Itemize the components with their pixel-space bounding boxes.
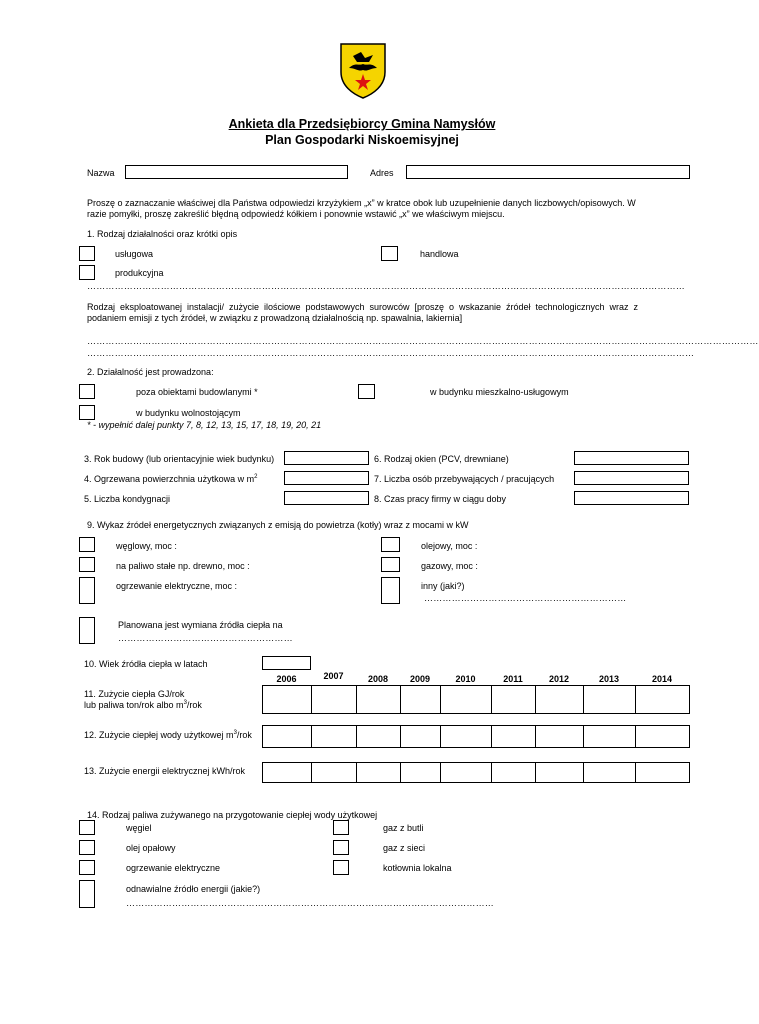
q12-cell-2014[interactable]: [636, 726, 690, 748]
q1-description-line[interactable]: ……………………………………………………………………………………………………………………………………………………………………………: [87, 281, 685, 291]
q14-bottle-gas-checkbox[interactable]: [333, 820, 349, 835]
q1-handlowa-checkbox[interactable]: [381, 246, 398, 261]
name-field[interactable]: [125, 165, 348, 179]
installation-text: Rodzaj eksploatowanej instalacji/ zużycie ilościowe podstawowych surowców [proszę o wskazanie źródeł technologicznych wraz z podaniem emisji z tych źródeł, w związku z prowadzoną działalnością np. spawalnia, lakiernia]: [87, 302, 638, 323]
q13-cell-2008[interactable]: [357, 763, 401, 783]
q14-fuel-oil-checkbox[interactable]: [79, 840, 95, 855]
q1-produkcyjna-label: produkcyjna: [115, 268, 164, 278]
q7-field[interactable]: [574, 471, 689, 485]
form-title: Ankieta dla Przedsiębiorcy Gmina Namysłów: [228, 117, 496, 131]
q9-solid-checkbox[interactable]: [79, 557, 95, 572]
year-2007: 2007: [323, 671, 344, 681]
q11-cell-2012[interactable]: [536, 686, 584, 714]
q13-grid: [262, 762, 690, 783]
q6-label: 6. Rodzaj okien (PCV, drewniane): [374, 454, 509, 464]
q11-cell-2008[interactable]: [357, 686, 401, 714]
q9-electric-checkbox[interactable]: [79, 577, 95, 604]
q10-field[interactable]: [262, 656, 311, 670]
q9-planned-line[interactable]: …………………………………………………: [118, 633, 293, 643]
q13-cell-2014[interactable]: [636, 763, 690, 783]
q9-planned-checkbox[interactable]: [79, 617, 95, 644]
q11-label-line1: 11. Zużycie ciepła GJ/rok: [84, 689, 185, 699]
q11-cell-2010[interactable]: [441, 686, 492, 714]
form-subtitle: Plan Gospodarki Niskoemisyjnej: [265, 133, 459, 147]
year-2008: 2008: [367, 674, 389, 684]
q2-label: 2. Działalność jest prowadzona:: [87, 367, 214, 377]
q9-other-label: inny (jaki?): [421, 581, 465, 591]
q14-grid-gas-label: gaz z sieci: [383, 843, 426, 853]
q1-produkcyjna-checkbox[interactable]: [79, 265, 95, 280]
q12-cell-2012[interactable]: [536, 726, 584, 748]
q9-gas-label: gazowy, moc :: [421, 561, 478, 571]
year-2013: 2013: [598, 674, 620, 684]
address-label: Adres: [370, 168, 394, 178]
q9-oil-label: olejowy, moc :: [421, 541, 478, 551]
q14-fuel-oil-label: olej opałowy: [126, 843, 176, 853]
q11-cell-2009[interactable]: [401, 686, 441, 714]
q14-renewable-line[interactable]: …………………………………………………………………………………………………………: [126, 898, 494, 908]
q13-label: 13. Zużycie energii elektrycznej kWh/rok: [84, 766, 246, 776]
year-2010: 2010: [455, 674, 476, 684]
q5-field[interactable]: [284, 491, 369, 505]
instructions-text: Proszę o zaznaczanie właściwej dla Państwa odpowiedzi krzyżykiem „x” w kratce obok lub uzupełnienie danych liczbowych/opisowych. W razie pomyłki, proszę zakreślić błędną odpowiedź kółkiem i ponownie wstawić „x” we właściwym miejscu.: [87, 198, 636, 219]
q13-cell-2009[interactable]: [401, 763, 441, 783]
q2-mixed-checkbox[interactable]: [358, 384, 375, 399]
q1-label: 1. Rodzaj działalności oraz krótki opis: [87, 229, 238, 239]
q14-coal-label: węgiel: [126, 823, 152, 833]
q11-cell-2006[interactable]: [263, 686, 312, 714]
q9-electric-label: ogrzewanie elektryczne, moc :: [116, 581, 238, 591]
q8-field[interactable]: [574, 491, 689, 505]
year-2012: 2012: [548, 674, 570, 684]
q9-gas-checkbox[interactable]: [381, 557, 400, 572]
q12-cell-2013[interactable]: [584, 726, 636, 748]
q2-note: * - wypełnić dalej punkty 7, 8, 12, 13, 15, 17, 18, 19, 20, 21: [87, 420, 322, 430]
q12-cell-2011[interactable]: [492, 726, 536, 748]
q11-cell-2007[interactable]: [311, 686, 356, 714]
q12-cell-2010[interactable]: [441, 726, 492, 748]
q14-electric-checkbox[interactable]: [79, 860, 95, 875]
q12-label: 12. Zużycie ciepłej wody użytkowej $m^3$/rok: [84, 730, 252, 740]
q13-cell-2006[interactable]: [263, 763, 312, 783]
year-2014: 2014: [651, 674, 673, 684]
q9-solid-label: na paliwo stałe np. drewno, moc :: [116, 561, 250, 571]
address-field[interactable]: [406, 165, 690, 179]
year-2011: 2011: [503, 674, 523, 684]
q2-mixed-label: w budynku mieszkalno-usługowym: [430, 387, 569, 397]
q2-standalone-label: w budynku wolnostojącym: [136, 408, 241, 418]
q2-outside-checkbox[interactable]: [79, 384, 95, 399]
q12-cell-2009[interactable]: [401, 726, 441, 748]
year-2006: 2006: [276, 674, 297, 684]
q11-label-line2: lub paliwa ton/rok albo $m^3$/rok: [84, 700, 202, 710]
q14-coal-checkbox[interactable]: [79, 820, 95, 835]
q14-boiler-label: kotłownia lokalna: [383, 863, 452, 873]
q4-label: 4. Ogrzewana powierzchnia użytkowa w $m^2$: [84, 474, 258, 484]
installation-line-2[interactable]: ………………………………………………………………………………………………………………………………………………………………………………: [87, 348, 695, 358]
q14-bottle-gas-label: gaz z butli: [383, 823, 424, 833]
q13-cell-2012[interactable]: [536, 763, 584, 783]
q2-standalone-checkbox[interactable]: [79, 405, 95, 420]
q11-cell-2011[interactable]: [492, 686, 536, 714]
q9-coal-label: węglowy, moc :: [116, 541, 177, 551]
q6-field[interactable]: [574, 451, 689, 465]
q13-cell-2011[interactable]: [492, 763, 536, 783]
q4-field[interactable]: [284, 471, 369, 485]
q12-grid: [262, 725, 690, 748]
q14-electric-label: ogrzewanie elektryczne: [126, 863, 221, 873]
q13-cell-2013[interactable]: [584, 763, 636, 783]
q2-outside-label: poza obiektami budowlanymi *: [136, 387, 258, 397]
q9-other-line[interactable]: …………………………………………………………: [424, 593, 627, 603]
q10-label: 10. Wiek źródła ciepła w latach: [84, 659, 208, 669]
q1-uslugowa-label: usługowa: [115, 249, 154, 259]
q5-label: 5. Liczba kondygnacji: [84, 494, 171, 504]
q3-field[interactable]: [284, 451, 369, 465]
q9-planned-label: Planowana jest wymiana źródła ciepła na: [118, 620, 283, 630]
q14-grid-gas-checkbox[interactable]: [333, 840, 349, 855]
q14-boiler-checkbox[interactable]: [333, 860, 349, 875]
q9-coal-checkbox[interactable]: [79, 537, 95, 552]
installation-line-1[interactable]: …………………………………………………………………………………………………………………………………………………………………………………………………: [87, 336, 759, 346]
q13-cell-2010[interactable]: [441, 763, 492, 783]
q3-label: 3. Rok budowy (lub orientacyjnie wiek budynku): [84, 454, 275, 464]
q12-cell-2008[interactable]: [357, 726, 401, 748]
q9-other-checkbox[interactable]: [381, 577, 400, 604]
q14-renewable-checkbox[interactable]: [79, 880, 95, 908]
name-label: Nazwa: [87, 168, 115, 178]
q8-label: 8. Czas pracy firmy w ciągu doby: [374, 494, 507, 504]
q13-cell-2007[interactable]: [311, 763, 356, 783]
q1-uslugowa-checkbox[interactable]: [79, 246, 95, 261]
q14-label: 14. Rodzaj paliwa zużywanego na przygotowanie ciepłej wody użytkowej: [87, 810, 378, 820]
coat-of-arms-icon: [339, 42, 387, 100]
q9-label: 9. Wykaz źródeł energetycznych związanych z emisją do powietrza (kotły) wraz z mocami w kW: [87, 520, 469, 530]
q7-label: 7. Liczba osób przebywających / pracujących: [374, 474, 555, 484]
q11-cell-2013[interactable]: [584, 686, 636, 714]
q12-cell-2007[interactable]: [311, 726, 356, 748]
year-2009: 2009: [409, 674, 431, 684]
q11-grid: [262, 685, 690, 714]
q9-oil-checkbox[interactable]: [381, 537, 400, 552]
q14-renewable-label: odnawialne źródło energii (jakie?): [126, 884, 261, 894]
q11-cell-2014[interactable]: [636, 686, 690, 714]
q12-cell-2006[interactable]: [263, 726, 312, 748]
q1-handlowa-label: handlowa: [420, 249, 459, 259]
